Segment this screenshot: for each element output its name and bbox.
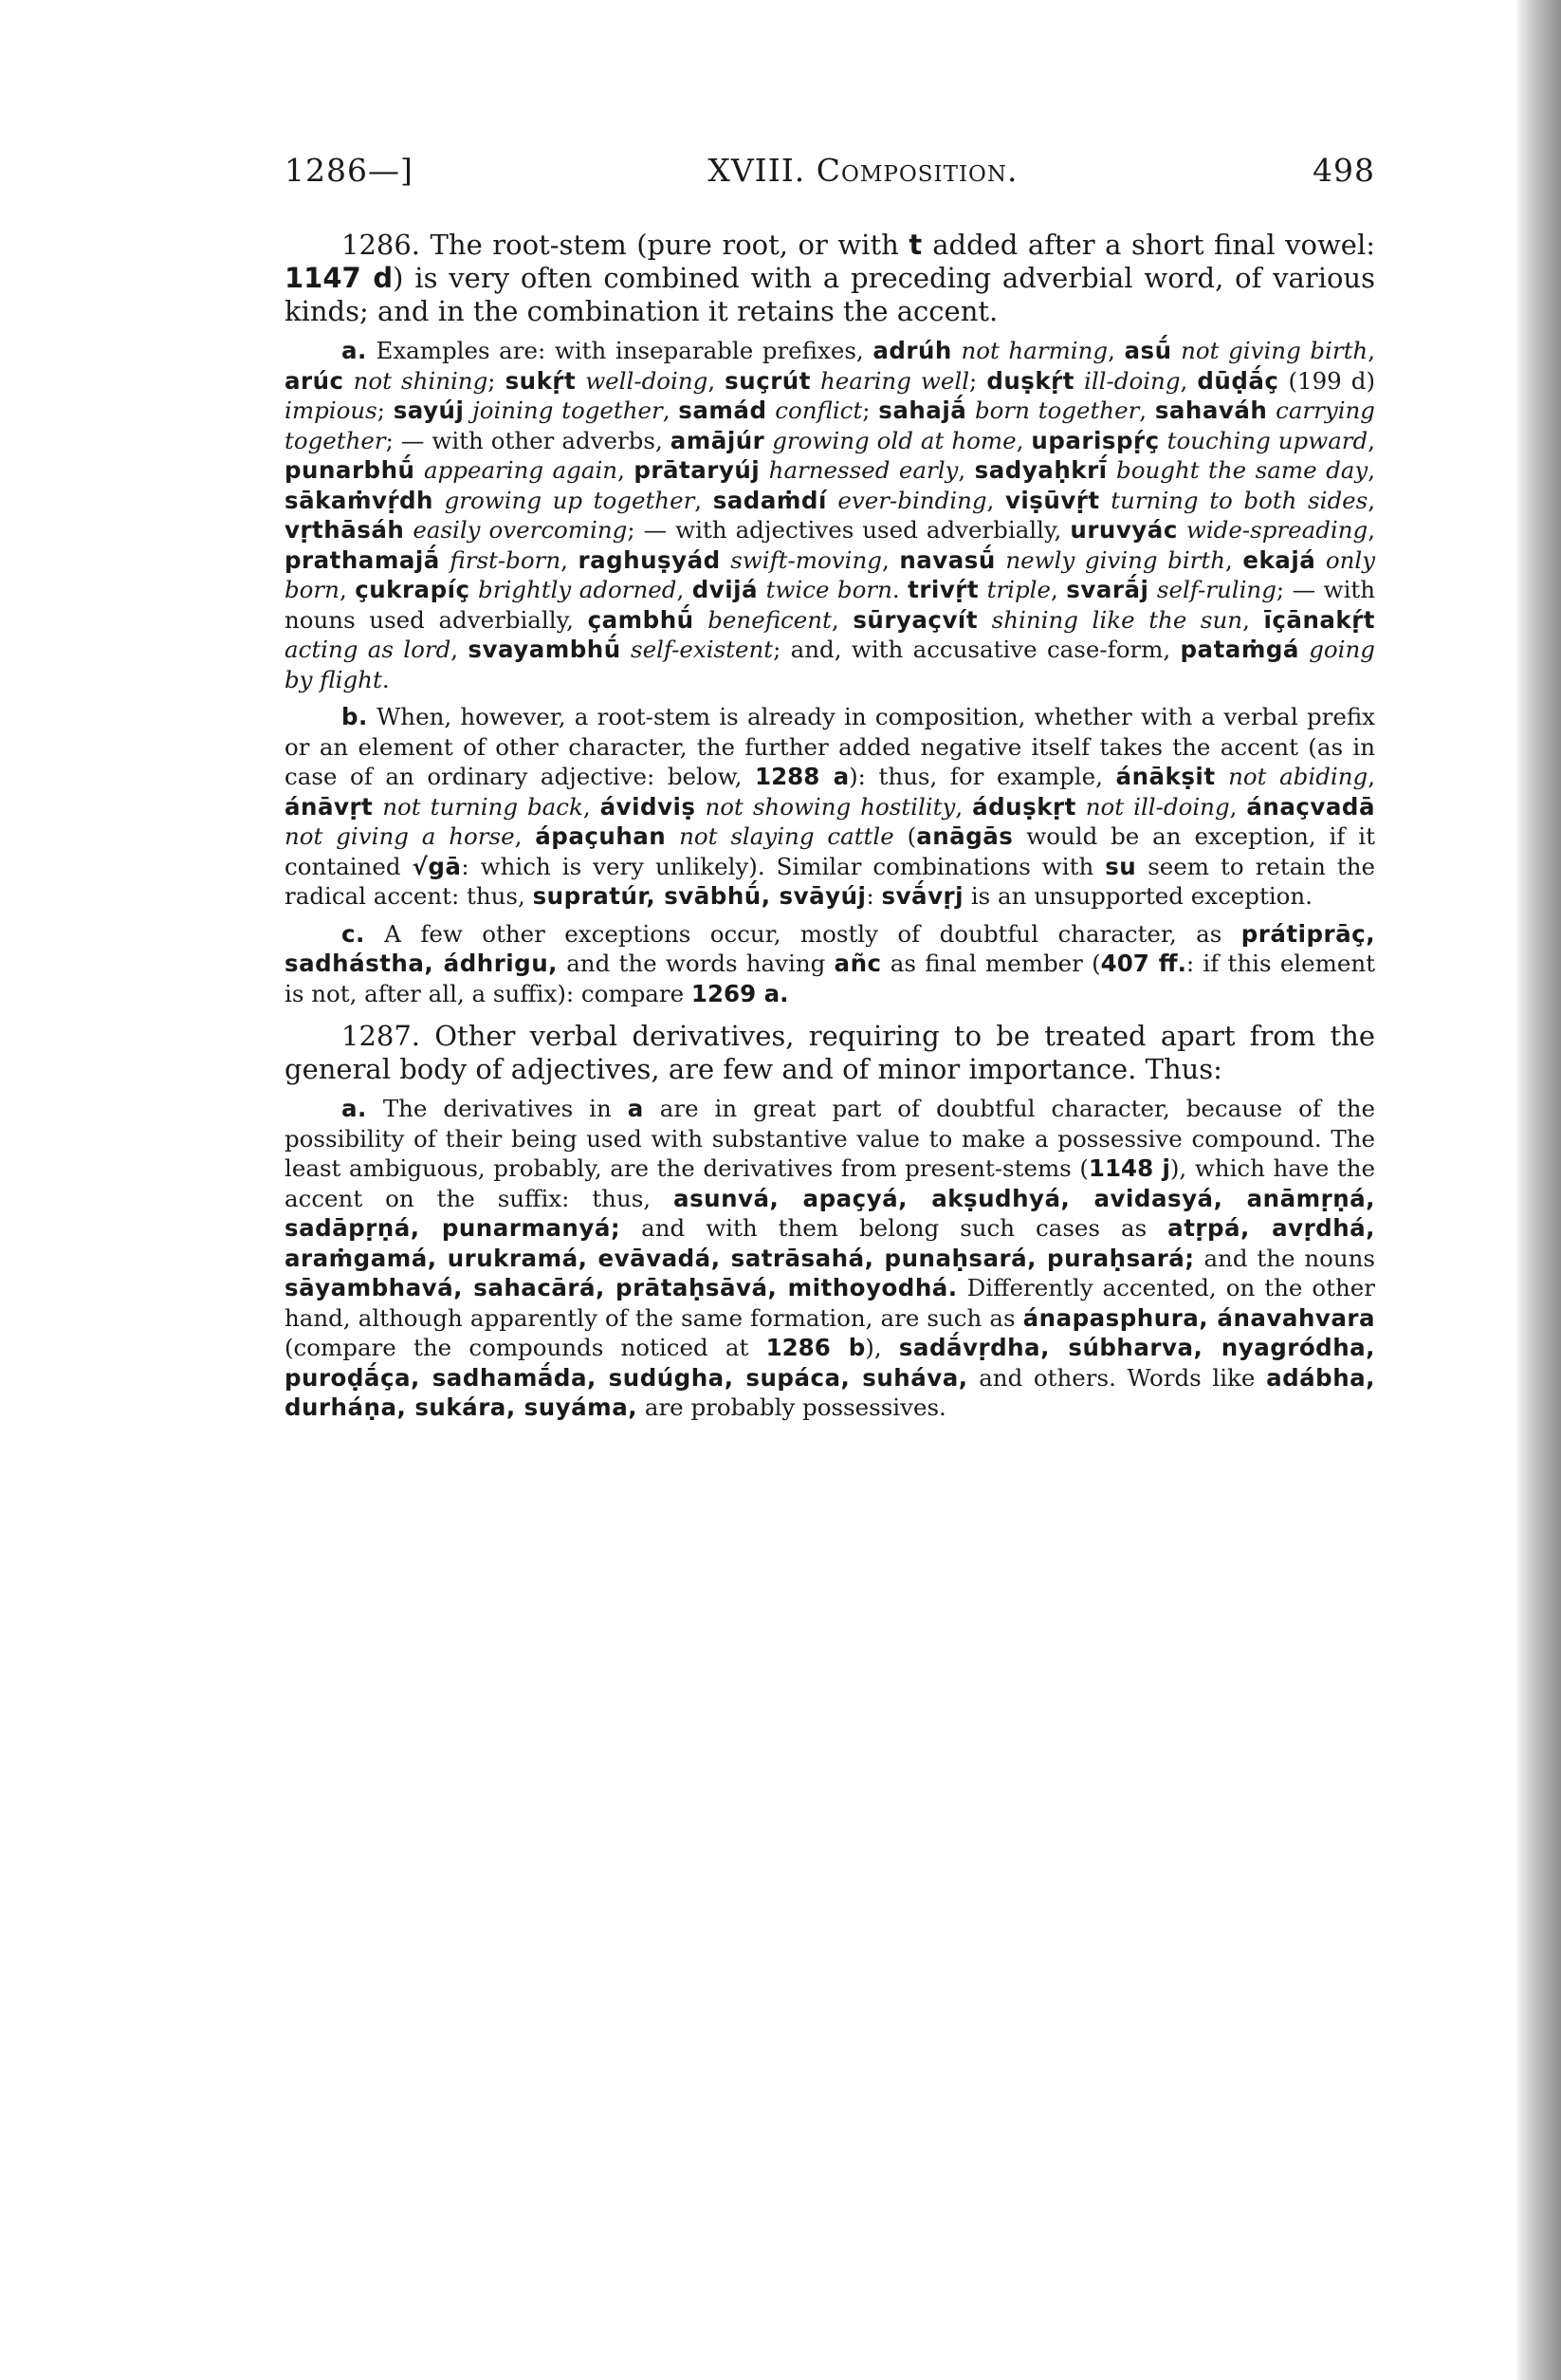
paragraph-1286c: c. A few other exceptions occur, mostly of doubtful character, as prátiprāç, sadhástha, ádhrigu, and the words having añc as final member (407 ff.: if this element is not, after all, a suffix): compare 1269 a. — [285, 919, 1376, 1007]
paragraph-1286a: a. Examples are: with inseparable prefixes, adrúh not harming, asū́ not giving birth, arúc not shining; sukṛ́t well-doing, suçrút hearing well; duṣkṛ́t ill-doing, dūḍā́ç (199 d) impious; sayúj joining together, samád conflict; sahajā́ born together, sahaváh carrying together; — with other adverbs, amājúr growing old at home, uparispṛ́ç touching upward, punarbhū́ appearing again, prātaryúj harnessed early, sadyaḥkrī́ bought the same day, sākaṁvṛ́dh growing up together, sadaṁdí ever-binding, viṣūvṛ́t turning to both sides, vṛthāsáh easily overcoming; — with adjectives used adverbially, uruvyác wide-spreading, prathamajā́ first-born, raghuṣyád swift-moving, navasū́ newly giving birth, ekajá only born, çukrapíç brightly adorned, dvijá twice born. trivṛ́t triple, svarā́j self-ruling; — with nouns used adverbially, çambhū́ beneficent, sūryaçvít shining like the sun, īçānakṛ́t acting as lord, svayambhū́ self-existent; and, with accusative case-form, pataṁgá going by flight. — [285, 337, 1376, 693]
running-head — [285, 152, 1375, 189]
paragraph-1286b: b. When, however, a root-stem is already in composition, whether with a verbal prefix or an element of other character, the further added negative itself takes the accent (as in case of an ordinary adjective: below, 1288 a): thus, for example, ánākṣit not abiding, ánāvṛt not turning back, ávidviṣ not showing hostility, áduṣkṛt not ill-doing, ánaçvadā not giving a horse, ápaçuhan not slaying cattle (anāgās would be an exception, if it contained √gā: which is very unlikely). Similar combinations with su seem to retain the radical accent: thus, supratúr, svābhū́, svāyúj: svā́vṛj is an unsupported exception. — [285, 703, 1375, 910]
page — [285, 152, 1375, 1423]
page-edge-shadow — [1517, 0, 1561, 2380]
paragraph-1287a: a. The derivatives in a are in great part of doubtful character, because of the possibility of their being used with substantive value to make a possessive compound. The least ambiguous, probably, are the derivatives from present-stems (1148 j), which have the accent on the suffix: thus, asunvá, apaçyá, akṣudhyá, avidasyá, anāmṛṇá, sadāpṛṇá, punarmanyá; and with them belong such cases as atṛpá, avṛdhá, araṁgamá, urukramá, evāvadá, satrāsahá, punaḥsará, puraḥsará; and the nouns sāyambhavá, sahacārá, prātaḥsāvá, mithoyodhá. Differently accented, on the other hand, although apparently of the same formation, are such as ánapasphura, ánavahvara (compare the compounds noticed at 1286 b), sadā́vṛdha, súbharva, nyagródha, puroḍā́ça, sadhamā́da, sudúgha, supáca, suháva, and others. Words like adábha, durháṇa, sukára, suyáma, are probably possessives. — [285, 1095, 1376, 1421]
section-range: 1286—] — [285, 152, 413, 189]
chapter-title: XVIII. Composition. — [707, 152, 1019, 189]
paragraph-1287: 1287. Other verbal derivatives, requiring to be treated apart from the general body of adjectives, are few and of minor importance. Thus: — [285, 1020, 1375, 1085]
paragraph-1286: 1286. The root-stem (pure root, or with t added after a short final vowel: 1147 d) is very often combined with a preceding adverbial word, of various kinds; and in the combination it retains the accent. — [285, 229, 1375, 327]
page-number: 498 — [1313, 152, 1375, 189]
